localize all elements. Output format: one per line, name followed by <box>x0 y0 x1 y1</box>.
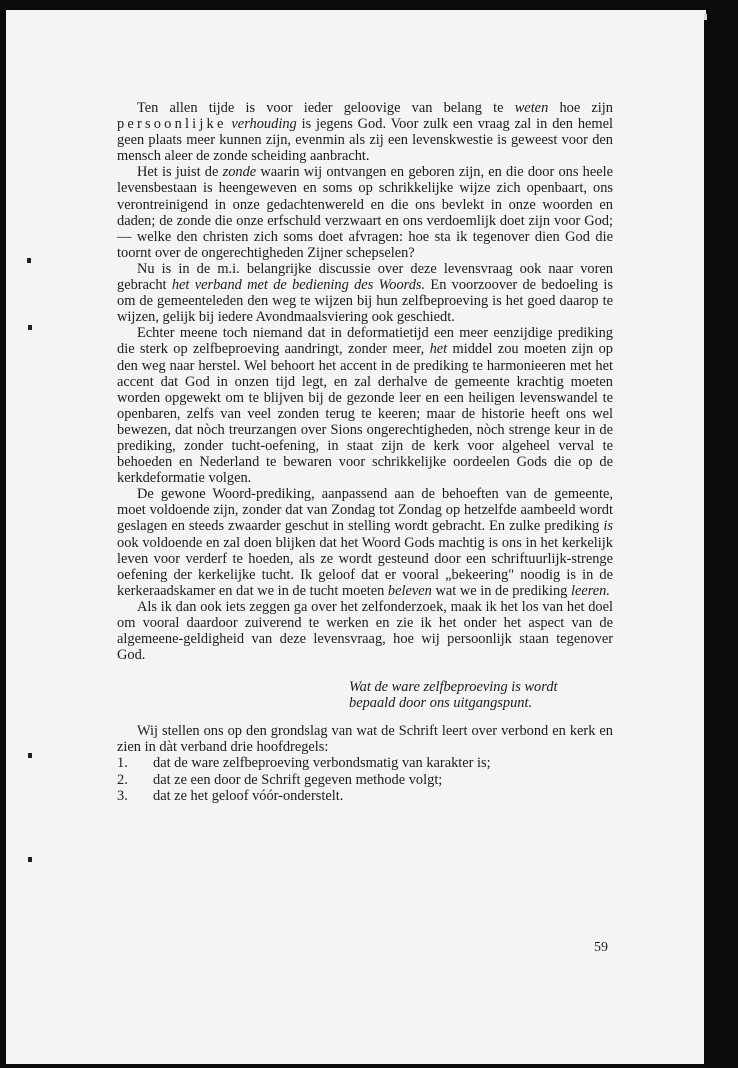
list-number: 3. <box>117 787 128 804</box>
heading-line-1: Wat de ware zelfbeproeving is wordt <box>349 679 558 696</box>
rules-list <box>117 755 613 803</box>
paragraph <box>117 599 613 663</box>
list-text: dat ze het geloof vóór-onderstelt. <box>153 787 344 804</box>
italic-text: het <box>429 341 448 358</box>
list-number: 1. <box>117 755 128 772</box>
text-run: middel zou moeten zijn op den weg naar herstel. Wel behoort het accent in de prediking te harmonieeren met het accent dat God in onzen tijd legt, en zal derhalve de gemeente krachtig moeten worden opgewekt om te blijven bij de gezonde leer en een heiligen levenswandel te openbaren, zelfs van veel zonden terug te keeren; maar de historie heeft ons wel bewezen, dat nòch treurzangen over Sions ongerechtigheden, nòch strenge keur in de prediking, zonder tucht-oefening, in staat zijn de kerk voor algeheel verval te behoeden en Nederland te bewaren voor schrikkelijke oordeelen Gods die op de kerkdeformatie volgen. <box>117 341 613 487</box>
list-item <box>117 755 613 771</box>
paragraph <box>117 325 613 486</box>
text-run: Als ik dan ook iets zeggen ga over het zelfonderzoek, maak ik het los van het doel om vooral daardoor zuiverend te werken en zie ik het onder het aspect van de algemeene-geldigheid van deze levensvraag, hoe wij persoonlijk staan tegenover God. <box>117 598 613 664</box>
paragraph <box>117 486 613 599</box>
intro-paragraph: Wij stellen ons op den grondslag van wat de Schrift leert over verbond en kerk en zien in dàt verband drie hoofdregels: <box>117 723 613 756</box>
italic-text: verhouding <box>231 116 297 133</box>
text-run: Echter meene toch niemand dat in deformatietijd een meer eenzijdige prediking die sterk op zelfbeproeving aandringt, zonder meer, <box>117 325 613 358</box>
list-number: 2. <box>117 771 128 788</box>
text-run: hoe zijn <box>548 100 613 116</box>
list-item <box>117 788 613 804</box>
section-heading <box>349 679 613 711</box>
italic-text: beleven <box>387 582 432 599</box>
body-text <box>117 100 613 804</box>
list-item <box>117 772 613 788</box>
italic-text: leeren. <box>570 582 610 599</box>
list-text: dat ze een door de Schrift gegeven methode volgt; <box>153 771 443 788</box>
text-run: wat we in de prediking <box>431 582 571 599</box>
paragraph <box>117 261 613 325</box>
text-run: En voorzoover de bedoeling is om de gemeenteleden den weg te wijzen bij hun zelfbeproeving is het goed daarop te wijzen, gelijk bij iedere Avondmaalsviering ook geschiedt. <box>117 277 613 326</box>
text-run: is jegens God. Voor zulk een vraag zal in den hemel geen plaats meer kunnen zijn, evenmin als zij een levenskwestie is geweest voor den mensch aleer de zonde scheiding aanbracht. <box>117 116 613 165</box>
text-run: De gewone Woord-prediking, aanpassend aan de behoeften van de gemeente, moet voldoende zijn, zonder dat van Zondag tot Zondag op hetzelfde aambeeld wordt geslagen en steeds zwaarder geschut in stelling wordt gebracht. En zulke prediking <box>117 486 613 535</box>
italic-text: zonde <box>222 164 257 181</box>
spaced-text: persoonlijke <box>117 116 227 133</box>
list-text: dat de ware zelfbeproeving verbondsmatig van karakter is; <box>153 755 491 772</box>
paragraph <box>117 100 613 164</box>
margin-mark <box>28 753 32 758</box>
italic-text: het verband met de bediening des Woords. <box>171 277 426 294</box>
text-run: Ten allen tijde is voor ieder geloovige van belang te <box>137 100 515 116</box>
margin-mark <box>28 325 32 330</box>
scan-border <box>704 20 738 1068</box>
paragraph <box>117 164 613 261</box>
text-run: Het is juist de <box>137 164 223 181</box>
heading-line-2: bepaald door ons uitgangspunt. <box>349 695 533 712</box>
margin-mark <box>28 857 32 862</box>
text-run: waarin wij ontvangen en geboren zijn, en die door ons heele levensbestaan is heengeweven en soms op schrikkelijke wijze zich openbaart, ons verontreinigend in onze gedachtenwereld en die ons bevlekt in onze woorden en daden; de zonde die onze erfschuld verzwaart en ons verdoemlijk doet zijn voor God; — welke den christen zich soms doet afvragen: hoe sta ik tegenover dien God die toornt over de ongerechtigheden Zijner schepselen? <box>117 164 614 261</box>
margin-mark <box>27 258 31 263</box>
paragraphs <box>117 100 613 663</box>
text-run: Nu is in de m.i. belangrijke discussie over deze levensvraag ook naar voren gebracht <box>117 260 613 294</box>
text-run: ook voldoende en zal doen blijken dat het Woord Gods machtig is ons in het kerkelijk leven voor verderf te hoeden, als ze wordt gesteund door een schriftuurlijk-strenge oefening der kerkelijke tucht. Ik geloof dat er vooral „bekeering" noodig is in de kerkeraadskamer en dat we in de tucht moeten <box>117 534 613 599</box>
italic-text: weten <box>514 100 549 116</box>
italic-text: is <box>603 518 613 535</box>
page-number: 59 <box>594 940 608 955</box>
